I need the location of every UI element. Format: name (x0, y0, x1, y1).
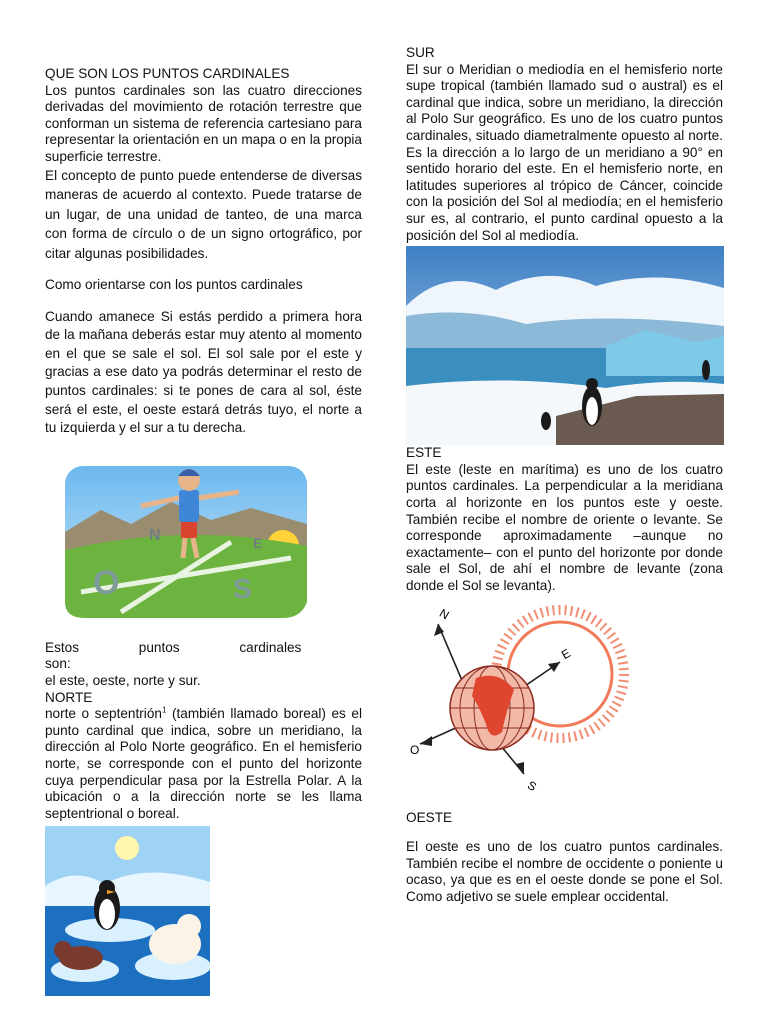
letter-e: E (253, 534, 263, 551)
document-title: QUE SON LOS PUNTOS CARDINALES (45, 66, 290, 81)
intro-paragraph: Los puntos cardinales son las cuatro direcciones derivadas del movimiento de rotación terrestre que conforman un sistema de referencia cartesiano para representar la orientación en un mapa o en la propia superficie terrestre. (45, 82, 362, 164)
globe-icon (450, 666, 534, 750)
concept-paragraph: El concepto de punto puede entenderse de diversas maneras de acuerdo al contexto. Puede tratarse de un lugar, de una unidad de tanteo, de una marca con forma de círculo o de un signo ortográfico, por citar algunas posibilidades. (45, 167, 362, 261)
orient-paragraph: Cuando amanece Si estás perdido a primera hora de la mañana deberás estar muy atento al momento en el que se sale el sol. El sol sale por el este y gracias a ese dato ya podrás determinar el resto de puntos cardinales: si te pones de cara al sol, éste será el este, el oeste estará detrás tuyo, el norte a tu izquierda y el sur a tu derecha. (45, 308, 362, 436)
footnote-ref: 1 (161, 705, 167, 715)
list-intro-line (45, 640, 362, 673)
compass-letter-s: S (525, 778, 539, 795)
este-paragraph: El este (leste en marítima) es uno de los cuatro puntos cardinales. La perpendicular a la meridiana corta al horizonte en los puntos este y oeste. También recibe el nombre de oriente o levante. Se corresponde aproximadamente –aunque no exactamente– con el punto del horizonte por donde sale el Sol, de ahí el nombre de levante (zona donde el Sol se levanta). (406, 461, 723, 593)
compass-letter-e: E (559, 646, 573, 663)
orient-heading: Como orientarse con los puntos cardinales (45, 277, 303, 293)
antarctica-photo (406, 246, 724, 445)
compass-letter-n: N (437, 606, 452, 623)
norte-heading: NORTE (45, 689, 93, 705)
letter-s: S (233, 572, 252, 604)
este-heading: ESTE (406, 445, 442, 461)
list-line-2: el este, oeste, norte y sur. (45, 673, 201, 688)
left-column (45, 66, 362, 996)
sur-heading: SUR (406, 45, 435, 60)
compass-letter-o: O (410, 743, 420, 758)
norte-paragraph (45, 706, 362, 822)
list-line-1: Estos puntos cardinales son: (45, 639, 302, 672)
norte-text: (también llamado boreal) es el punto cardinal que indica, sobre un meridiano, la dirección al Polo Norte geográfico. En el hemisferio norte, se corresponde con el punto del horizonte cuya perpendicular pasa por la Estrella Polar. A la ubicación o a la dirección norte se les llama septentrional o boreal. (45, 706, 362, 821)
right-column (406, 45, 723, 905)
sur-paragraph: El sur o Meridian o mediodía en el hemisferio norte supe tropical (también llamado sud o austral) es el cardinal que indica, sobre un meridiano, la dirección al Polo Sur geográfico. Es uno de los cuatro puntos cardinales, situado diametralmente opuesto al norte. Es la dirección a lo largo de un meridiano a 90° en sentido horario del este. En el hemisferio norte, en latitudes superiores al trópico de Cáncer, coincide con la posición del Sol al mediodía; en el hemisferio sur es, al contrario, el punto cardinal opuesto a la posición del Sol al mediodía. (406, 61, 723, 243)
norte-lead: norte o septentrión (45, 706, 162, 722)
letter-n: N (149, 526, 161, 544)
oeste-paragraph: El oeste es uno de los cuatro puntos cardinales. También recibe el nombre de occidente o poniente u ocaso, ya que es en el oeste donde se pone el Sol. Como adjetivo se suele emplear occidental. (406, 839, 723, 904)
compass-globe-illustration (410, 604, 640, 804)
letter-o: O (93, 563, 120, 602)
oeste-heading: OESTE (406, 810, 453, 826)
penguins-illustration (45, 826, 210, 996)
cardinal-points-illustration (61, 462, 311, 624)
